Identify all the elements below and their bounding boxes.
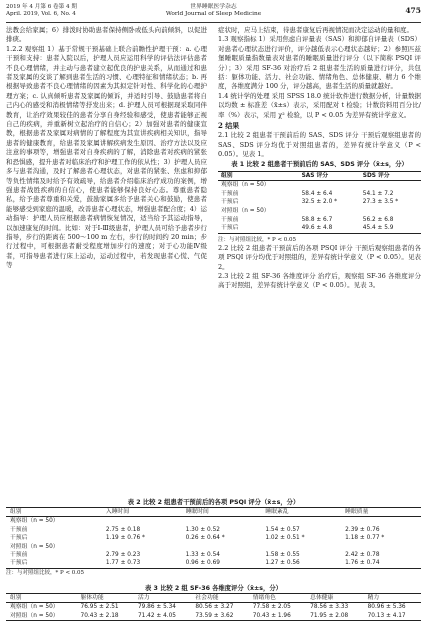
table-cell: 78.56 ± 3.33 xyxy=(310,604,349,611)
row-label: 对照组（n = 50） xyxy=(10,543,59,550)
row-label: 干预前 xyxy=(10,526,28,533)
row-label: 干预后 xyxy=(6,559,102,568)
table-cell: 1.33 ± 0.54 xyxy=(185,552,220,559)
table-header: 精力 xyxy=(364,594,421,603)
table1-note: 注：与对照组比较，* P < 0.05 xyxy=(218,236,297,243)
row-label: 观察组（n = 50） xyxy=(10,604,59,611)
table2-note: 注：与对照组比较，* P < 0.05 xyxy=(6,569,85,576)
table-row xyxy=(6,603,421,612)
page-header xyxy=(6,4,421,23)
issue-cn: 2019 年 4 月第 6 卷第 4 期 xyxy=(6,4,77,10)
table-cell: 58.4 ± 6.4 xyxy=(301,190,333,197)
paragraph: 2.1 比较 2 组患者干预前后的 SAS、SDS 评分 干预后观察组患者的 SAS、SDS 评分均优于对照组患者的，差异有统计学意义（P < 0.05）。见表 1。 xyxy=(218,131,421,159)
table-header: 活力 xyxy=(134,594,191,603)
paragraph: 1.4 统计学的处理 采用 SPSS 18.0 统计软件进行数据分析，计量数据以均数 ± 标准差（x̄±s）表示，采用配对 t 检验；计数资料用百分比/率（%）表示，采用 χ² 检验，以 P < 0.05 为差异有统计学意义。 xyxy=(218,91,421,119)
table-cell: 71.42 ± 4.05 xyxy=(134,612,191,621)
table-header: 组别 xyxy=(218,171,299,181)
table-cell: 54.1 ± 7.2 xyxy=(362,190,394,197)
table-header: 入睡时间 xyxy=(102,508,182,517)
table-cell: 2.39 ± 0.76 xyxy=(345,526,380,533)
row-label: 对照组（n = 50） xyxy=(221,208,270,215)
table-cell: 45.4 ± 5.9 xyxy=(360,224,421,233)
table-cell: 27.3 ± 3.5 * xyxy=(362,199,399,206)
table-cell: 71.95 ± 2.08 xyxy=(306,612,363,621)
table-header: 情绪角色 xyxy=(249,594,306,603)
table-cell: 56.2 ± 6.8 xyxy=(362,216,394,223)
table-cell: 0.96 ± 0.69 xyxy=(182,559,262,568)
table-cell: 49.6 ± 4.8 xyxy=(299,224,360,233)
table-row xyxy=(6,517,421,526)
table-row xyxy=(218,207,421,216)
table-header: 总体健康 xyxy=(306,594,363,603)
table-cell: 2.79 ± 0.23 xyxy=(105,552,141,559)
table-cell: 32.5 ± 2.0 * xyxy=(301,199,338,206)
table-row xyxy=(218,181,421,190)
row-label: 干预前 xyxy=(221,190,239,197)
right-column xyxy=(218,26,421,291)
page-number: 475 xyxy=(405,6,421,15)
table-cell: 77.58 ± 2.05 xyxy=(252,604,291,611)
paragraph: 症状时，应马上结束，待患者康复后再视情况而决定运动的量和度。 xyxy=(218,26,413,34)
table-cell: 70.13 ± 4.17 xyxy=(364,612,421,621)
table-header: 组别 xyxy=(6,594,77,603)
section-heading: 2 结果 xyxy=(218,121,240,131)
paragraph: 2.3 比较 2 组 SF-36 各维度评分 治疗后，观察组 SF-36 各维度评分高于对照组，差异有统计学意义（P < 0.05）。见表 3。 xyxy=(218,272,421,290)
journal-title xyxy=(6,4,421,18)
row-label: 干预前 xyxy=(10,552,28,559)
table-header: 组别 xyxy=(6,508,102,517)
table-row xyxy=(6,612,421,621)
left-column xyxy=(6,26,207,271)
table-cell: 1.02 ± 0.51 * xyxy=(265,535,305,542)
table-cell: 1.19 ± 0.76 * xyxy=(105,535,145,542)
table-cell: 1.77 ± 0.73 xyxy=(102,559,182,568)
table-cell: 79.86 ± 5.34 xyxy=(137,604,176,611)
table-row xyxy=(218,224,421,233)
paragraph: 法教会给家属；6）排泼时协助患者保持侧卧或低头向前倾斜，以促进排痰。 xyxy=(6,26,207,44)
table-cell: 70.43 ± 1.96 xyxy=(249,612,306,621)
table1-caption: 表 1 比较 2 组患者干预前后的 SAS、SDS 评分（x̄±s，分） xyxy=(231,160,408,168)
table2-caption: 表 2 比较 2 组患者干预前后的各项 PSQI 评分（x̄±s，分） xyxy=(127,499,300,506)
table-cell: 1.76 ± 0.74 xyxy=(341,559,421,568)
table1 xyxy=(218,171,421,234)
table-cell xyxy=(299,207,360,216)
table-cell xyxy=(360,181,421,190)
row-label: 对照组（n = 50） xyxy=(6,612,77,621)
row-label: 观察组（n = 50） xyxy=(221,182,270,189)
table-row xyxy=(6,559,421,568)
table-row xyxy=(6,534,421,542)
table-header: 躯体功能 xyxy=(77,594,134,603)
journal-title-cn: 世界睡眠医学杂志 xyxy=(190,4,237,10)
row-label: 干预后 xyxy=(218,224,299,233)
table2 xyxy=(6,507,421,569)
table-cell: 80.56 ± 3.27 xyxy=(195,604,234,611)
row-label: 干预前 xyxy=(221,216,239,223)
row-label: 干预后 xyxy=(10,535,28,542)
table-cell: 0.26 ± 0.64 * xyxy=(185,535,225,542)
table-header: 睡眠质量 xyxy=(341,508,421,517)
table-cell: 1.18 ± 0.77 * xyxy=(345,535,385,542)
table-cell xyxy=(360,207,421,216)
table-cell: 76.95 ± 2.51 xyxy=(80,604,119,611)
table-cell: 1.27 ± 0.56 xyxy=(261,559,341,568)
table-cell: 1.58 ± 0.55 xyxy=(265,552,300,559)
table-row xyxy=(218,198,421,207)
table-row xyxy=(218,216,421,225)
row-label: 干预后 xyxy=(221,199,239,206)
table-cell xyxy=(299,181,360,190)
table2-block xyxy=(6,498,421,577)
table-header: 社会功能 xyxy=(191,594,248,603)
table3 xyxy=(6,593,421,621)
table-cell: 1.54 ± 0.57 xyxy=(265,526,300,533)
journal-title-en: World Journal of Sleep Medicine xyxy=(165,11,262,17)
table-header: 睡眠时间 xyxy=(182,508,262,517)
table-header: 睡眠紊乱 xyxy=(261,508,341,517)
issue-en: April. 2019, Vol. 6, No. 4 xyxy=(6,11,76,17)
table-row xyxy=(6,526,421,534)
paragraph: 1.2.2 观察组 1）基于常规干预基础上联合前瞻性护理干预：a. 心理干预和支持：患者入院以后，护理人员应运用科学的评估法评估患者不良心理情绪，并主动与患者建立起优良的护患关系，从而通过和患者及家属的交谈了解到患者生活的习惯、心理特征和情绪状态；b. 再根据导致患者不良心理情绪的因素为其拟定针对性、科学化的心理护理方案；c. 认真倾听患者及家属的倾诉，并适时引导、鼓励患者将自己内心的感受和消极情绪等抒发出来；d. 护理人员可根据现采取同伴教育，让治疗效果较佳的患者分享自身经验和感受，使患者能够正视自己的疾病，并重新树立起治疗的自信心；2）加强对患者的健康宣教，根据患者及家属对病情的了解程度为其宣讲疾病相关知识，指导患者的健康教育，给患者及家属讲解疾病发生原因、治疗方法以及应注意的事项等，增强患者对自身疾病的了解，消除患者对疾病的紧张和恐惧感，提升患者对临床治疗和护理工作的依从性；3）护理人员应多与患者沟通，及时了解患者心理状态，对患者的紧张、焦虑和抑郁等负性情绪及时给予有效疏导，给患者介绍临床治疗成功的案例，增强患者战胜疾病的自信心，使患者能够保持良好心态。尊重患者隐私，给予患者尊重和关爱，鼓励家属多给予患者关心和鼓励，使患者能够感受到家庭的温暖，改善患者心理状态，增强患者配合度；4）运动指导：护理人员应根据患者病情恢复情况，适当给予其运动指导，以加速康复的时间。比如：对于Ⅰ-Ⅲ级患者，护理人员可给予患者步行指导，步行的距离在 500～100 m 左右，步行的时间约 20 min；步行过程中，可根据患者耐受程度增加步行的速度；对于心功能Ⅳ级者，可指导患者进行床上运动，运动过程中，若发现患者心慌、气促等 xyxy=(6,44,207,270)
table-cell: 58.8 ± 6.7 xyxy=(301,216,333,223)
table-row xyxy=(6,543,421,551)
table-header: SDS 评分 xyxy=(360,171,421,181)
table3-caption: 表 3 比较 2 组 SF-36 各维度评分（x̄±s，分） xyxy=(145,585,282,592)
table-row xyxy=(218,190,421,199)
row-label: 观察组（n = 50） xyxy=(10,518,59,525)
table-cell: 2.75 ± 0.18 xyxy=(105,526,141,533)
table-header: SAS 评分 xyxy=(299,171,360,181)
table-cell: 1.30 ± 0.52 xyxy=(185,526,220,533)
table-cell: 2.42 ± 0.78 xyxy=(345,552,380,559)
table-cell: 80.96 ± 5.36 xyxy=(367,604,406,611)
table3-block xyxy=(6,584,421,621)
table-cell: 70.43 ± 2.18 xyxy=(77,612,134,621)
paragraph: 1.3 观察指标 1）采用焦虑自评量表（SAS）和抑郁自评量表（SDS）对患者心理状态进行评价，评分越低表示心理状态越好；2）参照匹兹堡睡眠质量指数量表对患者的睡眠质量进行评分（以下简称 PSQI 评分）；3）采用 SF-36 对治疗后 2 组患者生活的质量进行评分，共包括：躯体功能、活力、社会功能、情绪角色、总体健康、精力 6 个维度，各维度满分 100 分，评分越高，患者生活的质量就越好。 xyxy=(218,35,421,91)
table-row xyxy=(6,551,421,559)
paragraph: 2.2 比较 2 组患者干预前后的各项 PSQI 评分 干预后观察组患者的各项 PSQI 评分均优于对照组的，差异有统计学意义（P < 0.05）。见表 2。 xyxy=(218,243,421,271)
table-cell: 73.59 ± 3.62 xyxy=(191,612,248,621)
